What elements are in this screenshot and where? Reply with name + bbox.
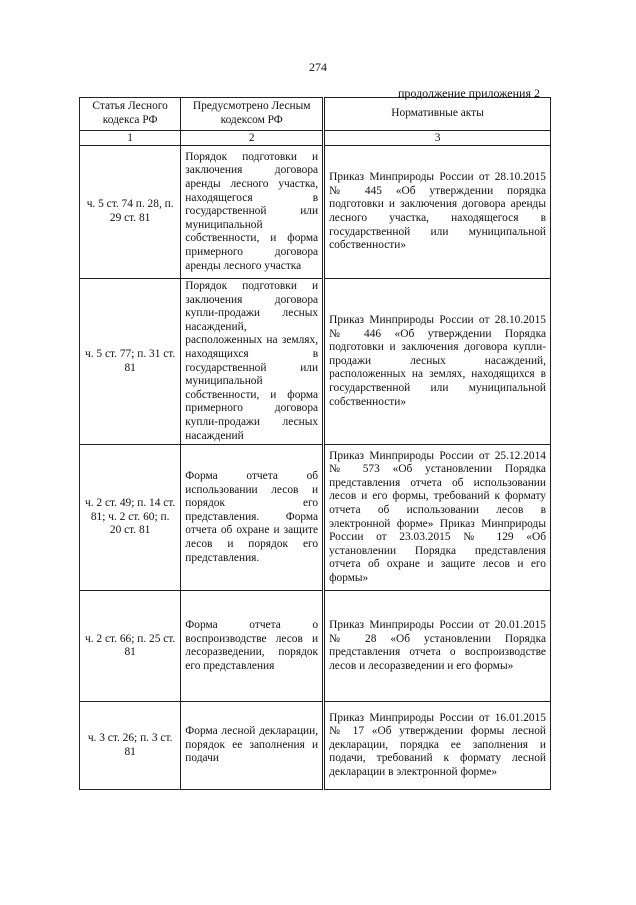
provision-cell: Форма отчета о воспроизводстве лесов и лесоразведении, порядок его представления bbox=[181, 591, 324, 702]
table-row bbox=[80, 146, 551, 279]
column-number-row bbox=[80, 131, 551, 146]
acts-cell: Приказ Минприроды России от 20.01.2015 № 28 «Об установлении Порядка представления отчета о воспроизводстве лесов и лесоразведении и его формы» bbox=[324, 591, 551, 702]
table-header-row bbox=[80, 98, 551, 131]
article-cell: ч. 5 ст. 74 п. 28, п. 29 ст. 81 bbox=[80, 146, 181, 279]
column-number: 2 bbox=[181, 131, 324, 146]
header-article: Статья Лесного кодекса РФ bbox=[80, 98, 181, 131]
table-row bbox=[80, 445, 551, 591]
header-provision: Предусмотрено Лесным кодексом РФ bbox=[181, 98, 324, 131]
acts-cell: Приказ Минприроды России от 28.10.2015 № 446 «Об утверждении Порядка подготовки и заключения договора купли-продажи лесных насаждений, расположенных на землях, находящихся в государственной или муниципальной собственности» bbox=[324, 279, 551, 445]
header-acts: Нормативные акты bbox=[324, 98, 551, 131]
provision-cell: Порядок подготовки и заключения договора купли-продажи лесных насаждений, расположенных на землях, находящихся в государственной или муниципальной собственности, и форма примерного договора купли-продажи лесных насаждений bbox=[181, 279, 324, 445]
article-cell: ч. 3 ст. 26; п. 3 ст. 81 bbox=[80, 702, 181, 790]
provision-cell: Форма отчета об использовании лесов и порядок его представления. Форма отчета об охране и защите лесов и порядок его представления. bbox=[181, 445, 324, 591]
acts-cell: Приказ Минприроды России от 28.10.2015 № 445 «Об утверждении порядка подготовки и заключения договора аренды лесного участка, находящегося в государственной или муниципальной собственности» bbox=[324, 146, 551, 279]
article-cell: ч. 5 ст. 77; п. 31 ст. 81 bbox=[80, 279, 181, 445]
regulations-table bbox=[79, 97, 551, 790]
page-number: 274 bbox=[309, 60, 327, 74]
column-number: 3 bbox=[324, 131, 551, 146]
provision-cell: Порядок подготовки и заключения договора аренды лесного участка, находящегося в государственной или муниципальной собственности, и форма примерного договора аренды лесного участка bbox=[181, 146, 324, 279]
article-cell: ч. 2 ст. 66; п. 25 ст. 81 bbox=[80, 591, 181, 702]
provision-cell: Форма лесной декларации, порядок ее заполнения и подачи bbox=[181, 702, 324, 790]
table-row bbox=[80, 702, 551, 790]
article-cell: ч. 2 ст. 49; п. 14 ст. 81; ч. 2 ст. 60; п. 20 ст. 81 bbox=[80, 445, 181, 591]
continuation-label: продолжение приложения 2 bbox=[398, 86, 540, 100]
column-number: 1 bbox=[80, 131, 181, 146]
table-row bbox=[80, 279, 551, 445]
acts-cell: Приказ Минприроды России от 25.12.2014 № 573 «Об установлении Порядка представления отчета об использовании лесов и его формы, требований к формату отчета об использовании лесов в электронной форме» Приказ Минприроды России от 23.03.2015 № 129 «Об установлении Порядка представления отчета об охране и защите лесов и его формы» bbox=[324, 445, 551, 591]
acts-cell: Приказ Минприроды России от 16.01.2015 № 17 «Об утверждении формы лесной декларации, порядка ее заполнения и подачи, требований к формату лесной декларации в электронной форме» bbox=[324, 702, 551, 790]
table-row bbox=[80, 591, 551, 702]
